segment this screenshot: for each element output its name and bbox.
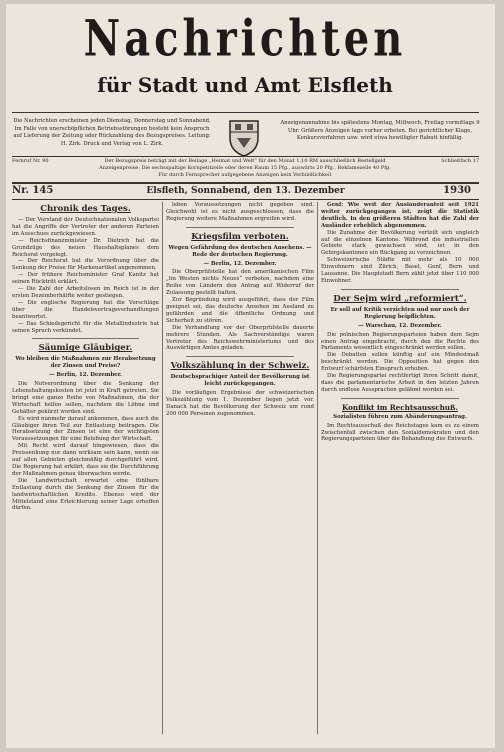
article-paragraph: Es wird nunmehr darauf ankommen, dass auch die Gläubiger ihren Teil zur Entlastung beitragen. Die Herabsetzung der Zinsen ist eine der wichtigsten Voraussetzungen für eine Belebung der Wirtschaft.	[12, 415, 159, 443]
article-paragraph: Die Oberprüfstelle hat den amerikanischen Film „Im Westen nichts Neues“ verboten, nachdem eine Reihe von Ländern den Antrag auf Widerruf der Zulassung gestellt hatten.	[166, 269, 314, 297]
chronicle-heading: Chronik des Tages.	[40, 204, 131, 214]
advertising-info: Anzeigenannahme bis spätestens Montag, Mittwoch, Freitag vormittags 9 Uhr. Größere Anzeigen tags vorher erbeten. Bei gerichtlicher Klage, Konkursverfahren usw. wird etwa bewilligter Rabatt hinfällig.	[280, 120, 480, 141]
article-subheading: Wegen Gefährdung des deutschen Ansehens. — Rede der deutschen Regierung.	[168, 244, 312, 258]
chronicle-item: — Der Vorstand der Deutschnationalen Volkspartei hat die Angriffe der Vertreter der anderen Parteien im Ausschuss zurückgewiesen.	[12, 217, 159, 237]
masthead-subtitle: für Stadt und Amt Elsfleth	[97, 73, 393, 97]
article-heading: Der Sejm wird „reformiert“.	[333, 293, 467, 304]
article-subheading: Wo bleiben die Maßnahmen zur Herabsetzung der Zinsen und Preise?	[15, 356, 156, 370]
article-subheading: Sozialisten führen zum Abänderungsantrag.	[333, 413, 467, 420]
dateline-bottom-rule	[12, 199, 479, 200]
dateline	[12, 184, 479, 198]
header-divider	[12, 112, 479, 113]
info-divider	[12, 156, 479, 157]
issue-number: Nr. 145	[12, 185, 54, 196]
article-dateline: — Berlin, 12. Dezember.	[203, 260, 277, 267]
chronicle-item: — Die englische Regierung hat die Vorschläge über die Handelsvertragsverhandlungen beantwortet.	[12, 299, 159, 320]
article-subheading: Er soll auf Kritik verzichten und nur noch der Regierung beipflichten.	[330, 306, 470, 320]
article-paragraph: Im Rechtsausschuß des Reichstages kam es zu einem Zwischenfall zwischen den Sozialdemokraten und den Regierungsparteien über die Behandlung des Entwurfs.	[321, 422, 479, 443]
column-divider	[317, 202, 318, 734]
chronicle-item: — Der Reichsrat hat die Verordnung über die Senkung der Preise für Markenartikel angenommen.	[12, 258, 159, 272]
year: 1930	[443, 185, 471, 196]
po-box: Schließfach 17	[441, 158, 479, 164]
article-heading: Konflikt im Rechtsausschuß.	[342, 402, 458, 412]
article-paragraph: Schweizerische Städte mit mehr als 10 000 Einwohnern sind Zürich, Basel, Genf, Bern und Lausanne. Die Hauptstadt Bern zählt jetzt über 110 000 Einwohner.	[321, 257, 479, 284]
article-paragraph: Die Regierungspartei rechtfertigt ihren Schritt damit, dass die parlamentarische Arbeit in den letzten Jahren durch endlose Aussprachen gelähmt worden sei.	[321, 373, 479, 393]
phone-number: Fernruf Nr. 90	[12, 158, 49, 164]
column-divider	[162, 202, 163, 734]
article-paragraph: Die Zunahme der Bevölkerung verteilt sich ungleich auf die einzelnen Kantone. Während die industriellen Gebiete stark gewachsen sind, ist in den Gebirgskantonen ein Rückgang zu verzeichnen.	[321, 229, 479, 257]
article-paragraph: Genf: Wie weit der Ausländeranteil seit 1921 weiter zurückgegangen ist, zeigt die Statistik deutlich. In den größeren Städten hat die Zahl der Ausländer erheblich abgenommen.	[321, 202, 479, 229]
article-paragraph: leben Voraussetzungen nicht gegeben sind. Gleichwohl ist es nicht ausgeschlossen, dass die Regierung weitere Maßnahmen ergreifen wird.	[166, 202, 314, 222]
article-paragraph: Mit Recht wird darauf hingewiesen, dass die Preissenkung nur dann wirksam sein kann, wenn sie auf allen Gebieten gleichmäßig durchgeführt wird. Die Regierung hat erklärt, dass sie die Durchführung der Maßnahmen genau überwachen werde.	[12, 443, 159, 477]
price-line-2: Anzeigenpreise: Die sechsspaltige Kornpetitzeile oder deren Raum 15 Pfg., auswärts 20 Pfg., Reklamezeile 40 Pfg.	[99, 165, 391, 171]
chronicle-item: — Das Schiedsgericht für die Metallindustrie hat seinen Spruch verkündet.	[12, 320, 159, 334]
article-heading: Volkszählung in der Schweiz.	[170, 361, 310, 372]
article-paragraph: Die Verhandlung vor der Oberprüfstelle dauerte mehrere Stunden. Als Sachverständige waren Vertreter des Reichswehrministeriums und des Auswärtigen Amtes geladen.	[166, 324, 314, 352]
price-line-3: Für durch Fernsprecher aufgegebene Anzeigen kein Verbindlichkeit	[158, 172, 332, 178]
article-paragraph: Zur Begründung wird ausgeführt, dass der Film geeignet sei, das deutsche Ansehen im Ausland zu gefährden und die öffentliche Ordnung und Sicherheit zu stören.	[166, 297, 314, 324]
separator	[186, 356, 294, 357]
article-paragraph: Die Landwirtschaft erwartet eine fühlbare Entlastung durch die Senkung der Zinsen für die landwirtschaftlichen Kredite. Ebenso wird der Mittelstand eine Erleichterung seiner Lage erhoffen dürfen.	[12, 477, 159, 512]
article-paragraph: Die vorläufigen Ergebnisse der schweizerischen Volkszählung vom 1. Dezember liegen jetzt vor. Danach hat die Bevölkerung der Schweiz um rund 200 000 Personen zugenommen.	[166, 390, 314, 417]
article-subheading: Deutschsprachiger Anteil der Bevölkerung ist leicht zurückgegangen.	[170, 374, 310, 388]
masthead-title: Nachrichten	[83, 9, 407, 68]
separator	[186, 227, 294, 228]
chronicle-item: — Reichsfinanzminister Dr. Dietrich hat die Grundzüge des neuen Haushaltsplanes dem Reichsrat vorgelegt.	[12, 237, 159, 258]
separator	[32, 338, 139, 339]
coat-of-arms-icon	[227, 118, 261, 158]
article-heading: Kriegsfilm verboten.	[191, 231, 289, 242]
place-date: Elsfleth, Sonnabend, den 13. Dezember	[146, 186, 345, 196]
article-paragraph: Die Debatten sollen künftig auf ein Mindestmaß beschränkt werden. Die Opposition hat gegen den Entwurf schärfsten Einspruch erhoben.	[321, 352, 479, 373]
separator	[341, 289, 459, 290]
article-heading: Säumige Gläubiger.	[38, 343, 133, 354]
column-2	[166, 202, 314, 734]
publication-info: Die Nachrichten erscheinen jeden Dienstag, Donnerstag und Sonnabend. Im Falle von unerschöpflichen Betriebsstörungen besteht kein Anspruch auf Lieferung der Zeitung oder Rückzahlung des Bezugspreises. Leitung: H. Zirk. Druck und Verlag von L. Zirk.	[13, 118, 211, 147]
column-1	[12, 202, 159, 734]
column-3	[321, 202, 479, 734]
article-paragraph: Die Notverordnung über die Senkung der Lebenshaltungskosten ist jetzt in Kraft getreten. Sie bringt eine ganze Reihe von Maßnahmen, die der Wirtschaft helfen sollen, nachdem die Löhne und Gehälter gekürzt worden sind.	[12, 381, 159, 415]
chronicle-item: — Der frühere Reichsminister Graf Kanitz hat seinen Rücktritt erklärt.	[12, 272, 159, 286]
article-dateline: — Berlin, 12. Dezember.	[49, 372, 122, 379]
chronicle-item: — Die Zahl der Arbeitslosen im Reich ist in der ersten Dezemberhälfte weiter gestiegen.	[12, 286, 159, 299]
price-line-1: Der Bezugspreis beträgt mit der Beilage „Heimat und Welt“ für den Monat 1,10 RM ausschließlich Bestellgeld	[104, 158, 386, 164]
separator	[341, 398, 459, 399]
article-dateline: — Warschau, 12. Dezember.	[358, 322, 442, 329]
article-paragraph: Die polnischen Regierungsparteien haben dem Sejm einen Antrag eingebracht, durch den die Rechte des Parlaments wesentlich eingeschränkt werden sollen.	[321, 331, 479, 352]
